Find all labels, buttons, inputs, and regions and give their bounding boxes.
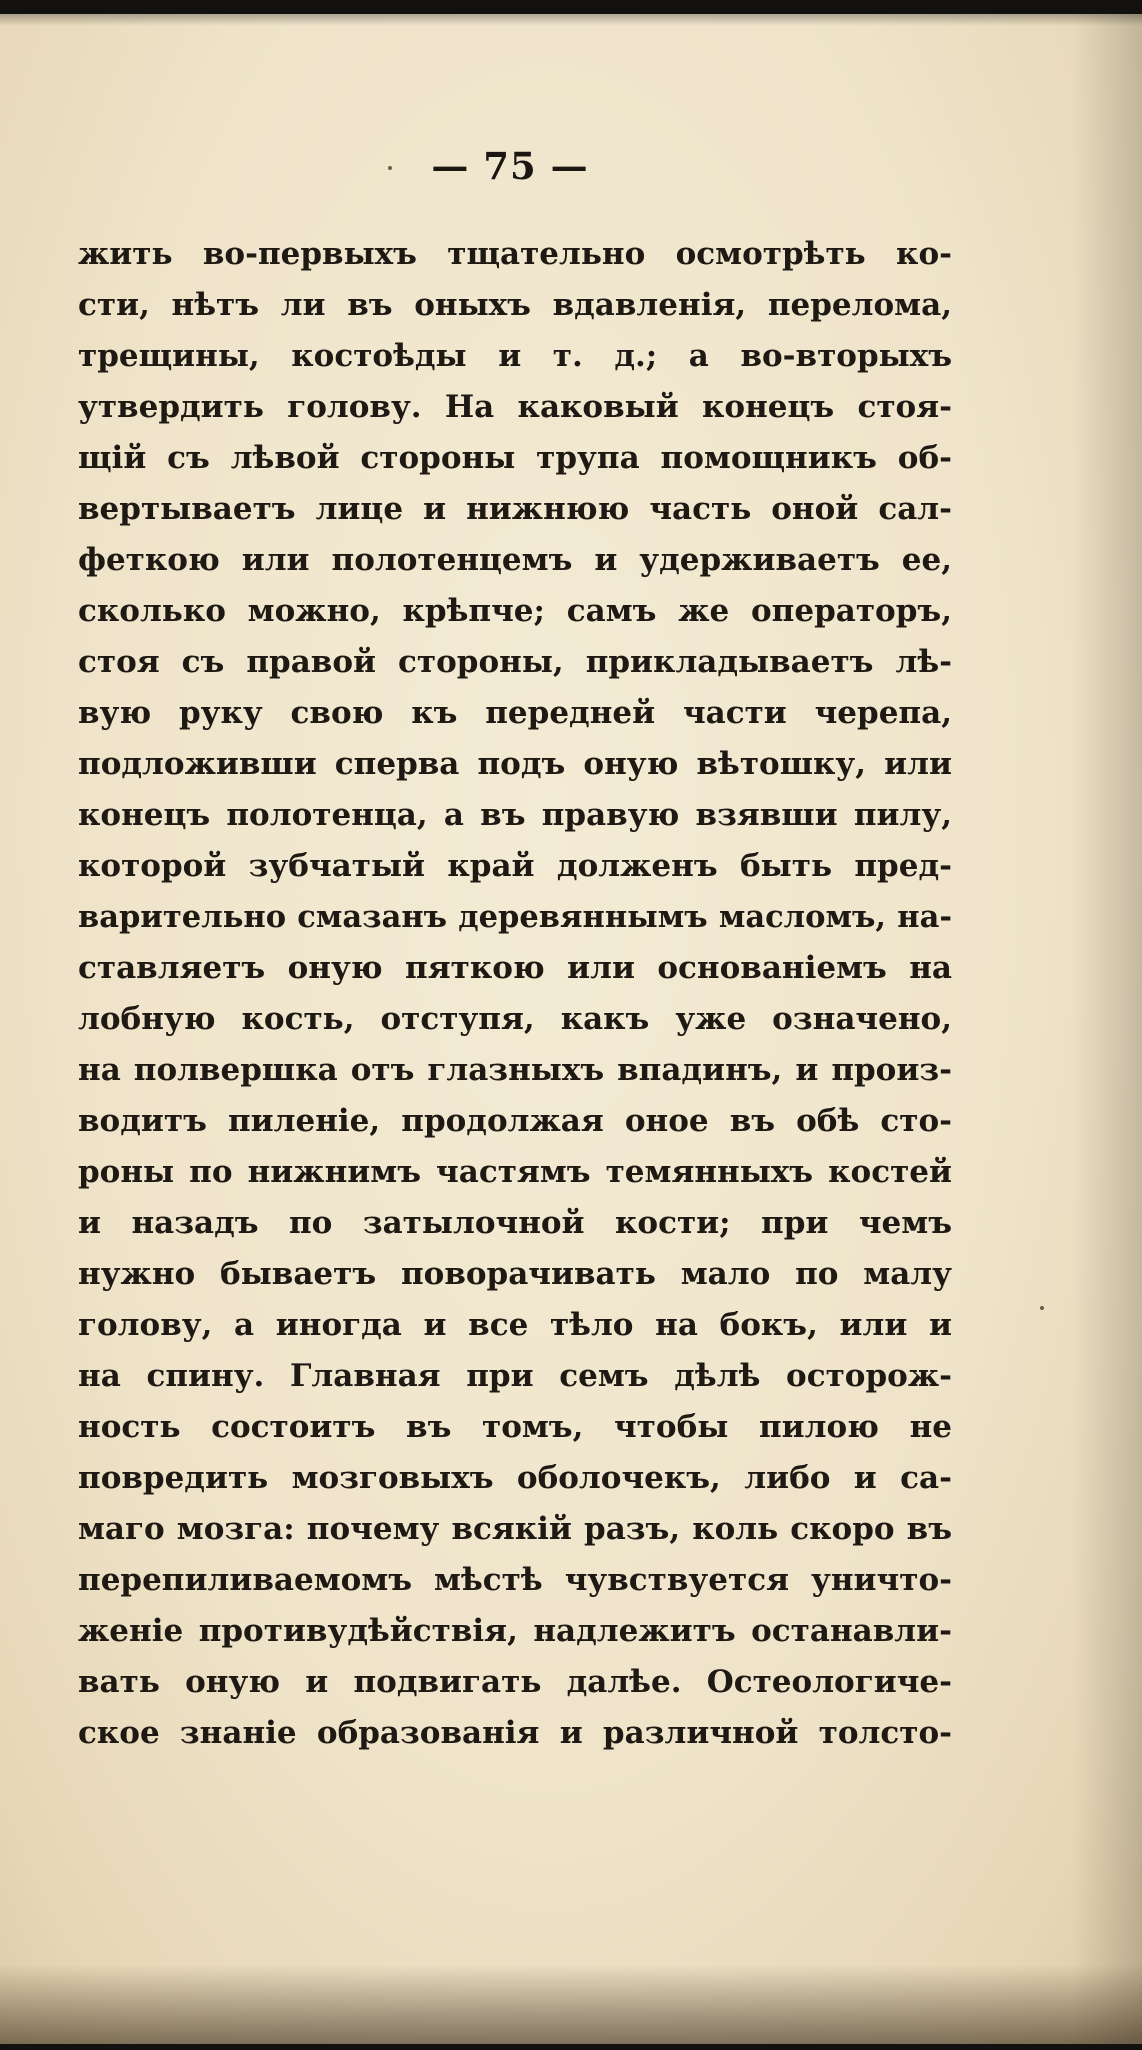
text-line: сти, нѣтъ ли въ оныхъ вдавленія, перелома, <box>78 287 952 323</box>
text-line: голову, а иногда и все тѣло на бокъ, или и <box>78 1307 952 1343</box>
page-top-shadow <box>0 14 1142 26</box>
text-line: ское знаніе образованія и различной толсто- <box>78 1715 952 1751</box>
text-line: нужно бываетъ поворачивать мало по малу <box>78 1256 952 1292</box>
page-bottom-edge <box>0 1964 1142 2044</box>
text-line: лобную кость, отступя, какъ уже означено, <box>78 1001 952 1037</box>
paper-speck <box>388 166 392 170</box>
text-line: сколько можно, крѣпче; самъ же операторъ, <box>78 593 952 629</box>
text-line: вать оную и подвигать далѣе. Остеологиче- <box>78 1664 952 1700</box>
text-line: щій съ лѣвой стороны трупа помощникъ об- <box>78 440 952 476</box>
text-line: маго мозга: почему всякій разъ, коль скоро въ <box>78 1511 952 1547</box>
text-line: ность состоитъ въ томъ, чтобы пилою не <box>78 1409 952 1445</box>
page-number: — 75 — <box>431 144 589 188</box>
text-line: перепиливаемомъ мѣстѣ чувствуется уничто- <box>78 1562 952 1598</box>
text-line: роны по нижнимъ частямъ темянныхъ костей <box>78 1154 952 1190</box>
text-line: варительно смазанъ деревяннымъ масломъ, на- <box>78 899 952 935</box>
text-line: женіе противудѣйствія, надлежитъ останавли- <box>78 1613 952 1649</box>
book-page <box>0 14 1142 2044</box>
text-line: на спину. Главная при семъ дѣлѣ осторож- <box>78 1358 952 1394</box>
text-line: водитъ пиленіе, продолжая оное въ обѣ сто- <box>78 1103 952 1139</box>
paper-speck <box>1040 1306 1044 1310</box>
text-line: ставляетъ оную пяткою или основаніемъ на <box>78 950 952 986</box>
text-line: которой зубчатый край долженъ быть пред- <box>78 848 952 884</box>
text-line: конецъ полотенца, а въ правую взявши пилу, <box>78 797 952 833</box>
text-line: подложивши сперва подъ оную вѣтошку, или <box>78 746 952 782</box>
text-line: утвердить голову. На каковый конецъ стоя- <box>78 389 952 425</box>
text-line: вертываетъ лице и нижнюю часть оной сал- <box>78 491 952 527</box>
text-line: и назадъ по затылочной кости; при чемъ <box>78 1205 952 1241</box>
text-line: феткою или полотенцемъ и удерживаетъ ее, <box>78 542 952 578</box>
body-text <box>78 229 952 1759</box>
text-line: жить во-первыхъ тщательно осмотрѣть ко- <box>78 236 952 272</box>
page-gutter-shadow <box>1072 14 1142 2044</box>
text-line: трещины, костоѣды и т. д.; а во-вторыхъ <box>78 338 952 374</box>
text-line: на полвершка отъ глазныхъ впадинъ, и произ- <box>78 1052 952 1088</box>
text-line: повредить мозговыхъ оболочекъ, либо и са- <box>78 1460 952 1496</box>
text-line: вую руку свою къ передней части черепа, <box>78 695 952 731</box>
text-line: стоя съ правой стороны, прикладываетъ лѣ- <box>78 644 952 680</box>
